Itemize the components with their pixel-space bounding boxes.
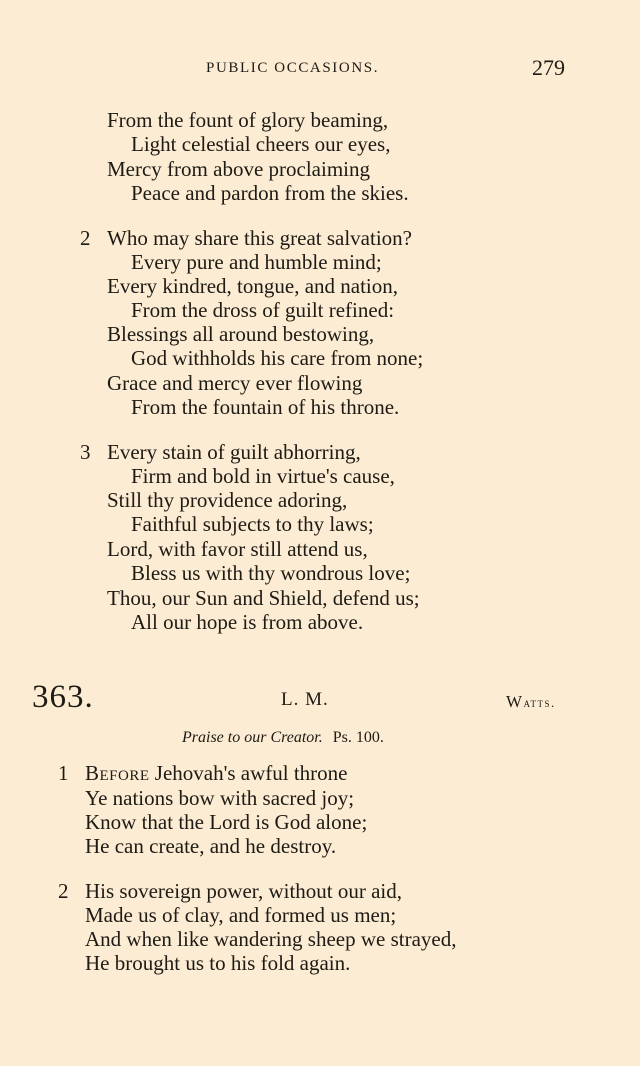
verse-line: All our hope is from above.	[131, 610, 364, 634]
stanza-number: 1	[58, 761, 69, 785]
hymn-meter: L. M.	[281, 689, 329, 710]
first-line-rest: Jehovah's awful throne	[149, 761, 348, 785]
stanza-number: 2	[80, 226, 91, 250]
verse-line: Mercy from above proclaiming	[107, 157, 370, 181]
verse-line: Blessings all around bestowing,	[107, 322, 375, 346]
verse-line: And when like wandering sheep we strayed,	[85, 927, 457, 951]
hymn-subtitle-reference: Ps. 100.	[332, 729, 384, 746]
verse-line: Faithful subjects to thy laws;	[131, 512, 374, 536]
hymn-subtitle-title: Praise to our Creator.	[182, 729, 323, 746]
verse-line: He can create, and he destroy.	[85, 834, 337, 858]
verse-line: Still thy providence adoring,	[107, 488, 348, 512]
verse-line: He brought us to his fold again.	[85, 951, 351, 975]
verse-line: Who may share this great salvation?	[107, 226, 412, 250]
verse-line: His sovereign power, without our aid,	[85, 879, 403, 903]
running-title: PUBLIC OCCASIONS.	[206, 60, 380, 76]
verse-line: Lord, with favor still attend us,	[107, 537, 368, 561]
verse-line: Bless us with thy wondrous love;	[131, 561, 411, 585]
verse-line: Made us of clay, and formed us men;	[85, 903, 397, 927]
first-word: Before	[85, 761, 150, 785]
hymn-number: 363.	[32, 679, 94, 715]
verse-line: Thou, our Sun and Shield, defend us;	[107, 586, 420, 610]
stanza-number: 2	[58, 879, 69, 903]
verse-line: Grace and mercy ever flowing	[107, 371, 363, 395]
stanza-number: 3	[80, 440, 91, 464]
hymn-author: Watts.	[506, 692, 556, 711]
verse-line	[85, 761, 348, 785]
verse-line: God withholds his care from none;	[131, 346, 424, 370]
page-number: 279	[532, 55, 565, 80]
verse-line: From the fountain of his throne.	[131, 395, 400, 419]
verse-line: Every pure and humble mind;	[131, 250, 382, 274]
verse-line: From the fount of glory beaming,	[107, 108, 389, 132]
verse-line: Know that the Lord is God alone;	[85, 810, 368, 834]
verse-line: Every kindred, tongue, and nation,	[107, 274, 399, 298]
verse-line: From the dross of guilt refined:	[131, 298, 395, 322]
verse-line: Firm and bold in virtue's cause,	[131, 464, 395, 488]
verse-line: Ye nations bow with sacred joy;	[85, 786, 355, 810]
verse-line: Peace and pardon from the skies.	[131, 181, 409, 205]
hymn-subtitle	[182, 729, 384, 747]
verse-line: Every stain of guilt abhorring,	[107, 440, 361, 464]
verse-line: Light celestial cheers our eyes,	[131, 132, 391, 156]
